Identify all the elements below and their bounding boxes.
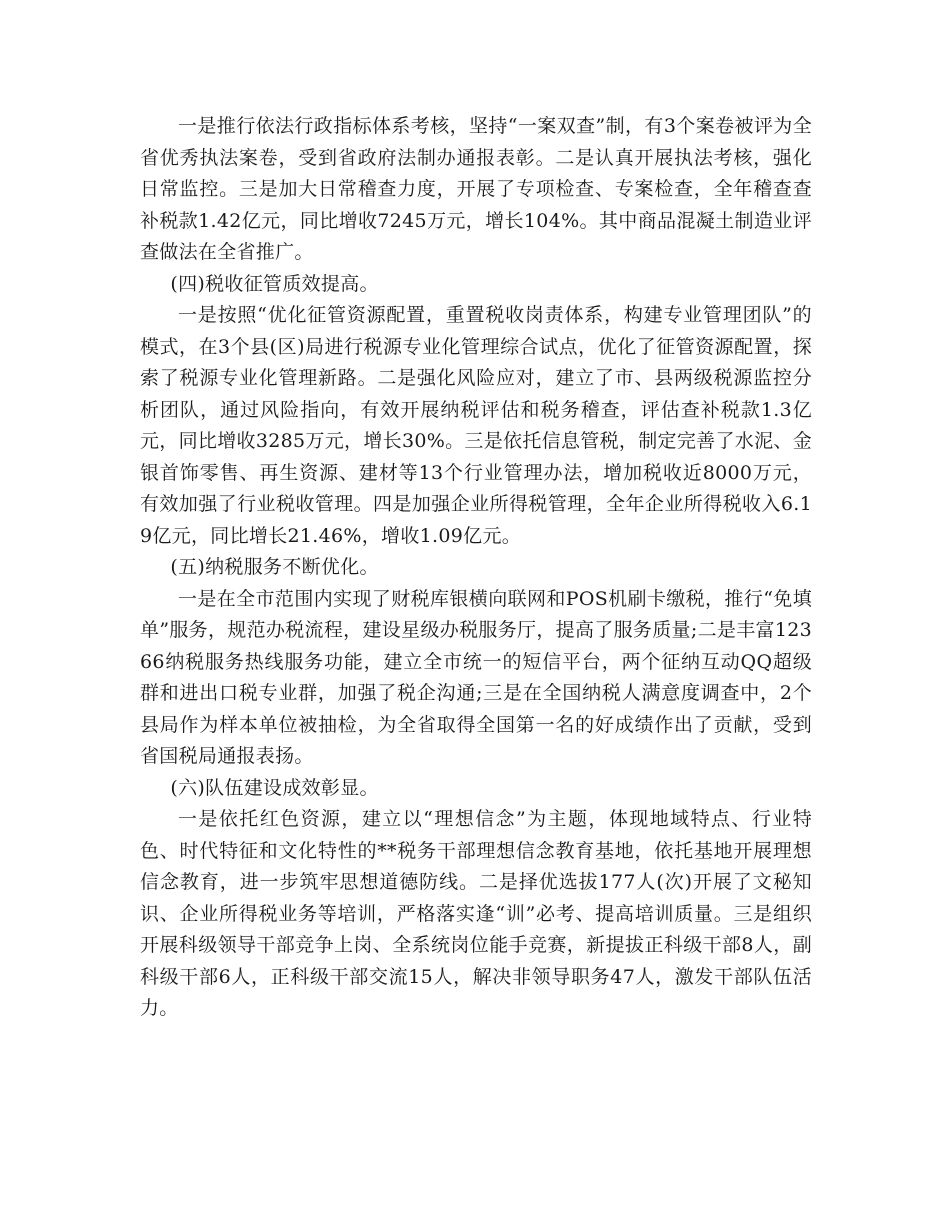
paragraph-law-enforcement: 一是推行依法行政指标体系考核，坚持“一案双查”制，有3个案卷被评为全省优秀执法案卷，受到省政府法制办通报表彰。二是认真开展执法考核，强化日常监控。三是加大日常稽查力度，开展了专项检查、专案检查，全年稽查查补税款1.42亿元，同比增收7245万元，增长104%。其中商品混凝土制造业评查做法在全省推广。 [140,115,812,263]
section-heading-6: (六)队伍建设成效彰显。 [170,776,379,799]
paragraph-tax-collection: 一是按照“优化征管资源配置，重置税收岗责体系，构建专业管理团队”的模式，在3个县(区)局进行税源专业化管理综合试点，优化了征管资源配置，探索了税源专业化管理新路。二是强化风险应对，建立了市、县两级税源监控分析团队，通过风险指向，有效开展纳税评估和税务稽查，评估查补税款1.3亿元，同比增收3285万元，增长30%。三是依托信息管税，制定完善了水泥、金银首饰零售、再生资源、建材等13个行业管理办法，增加税收近8000万元，有效加强了行业税收管理。四是加强企业所得税管理，全年企业所得税收入6.19亿元，同比增长21.46%，增收1.09亿元。 [140,304,812,547]
section-heading-5: (五)纳税服务不断优化。 [170,556,379,578]
section-heading-4: (四)税收征管质效提高。 [170,272,379,295]
document-body [140,111,812,1025]
paragraph-tax-service: 一是在全市范围内实现了财税库银横向联网和POS机刷卡缴税，推行“免填单”服务，规范办税流程，建设星级办税服务厅，提高了服务质量;二是丰富12366纳税服务热线服务功能，建立全市统一的短信平台，两个征纳互动QQ超级群和进出口税专业群，加强了税企沟通;三是在全国纳税人满意度调查中，2个县局作为样本单位被抽检，为全省取得全国第一名的好成绩作出了贡献，受到省国税局通报表扬。 [140,587,812,767]
paragraph-team-building: 一是依托红色资源，建立以“理想信念”为主题，体现地域特点、行业特色、时代特征和文化特性的**税务干部理想信念教育基地，依托基地开展理想信念教育，进一步筑牢思想道德防线。二是择优选拔177人(次)开展了文秘知识、企业所得税业务等培训，严格落实逢“训”必考、提高培训质量。三是组织开展科级领导干部竞争上岗、全系统岗位能手竞赛，新提拔正科级干部8人，副科级干部6人，正科级干部交流15人，解决非领导职务47人，激发干部队伍活力。 [140,808,812,1019]
